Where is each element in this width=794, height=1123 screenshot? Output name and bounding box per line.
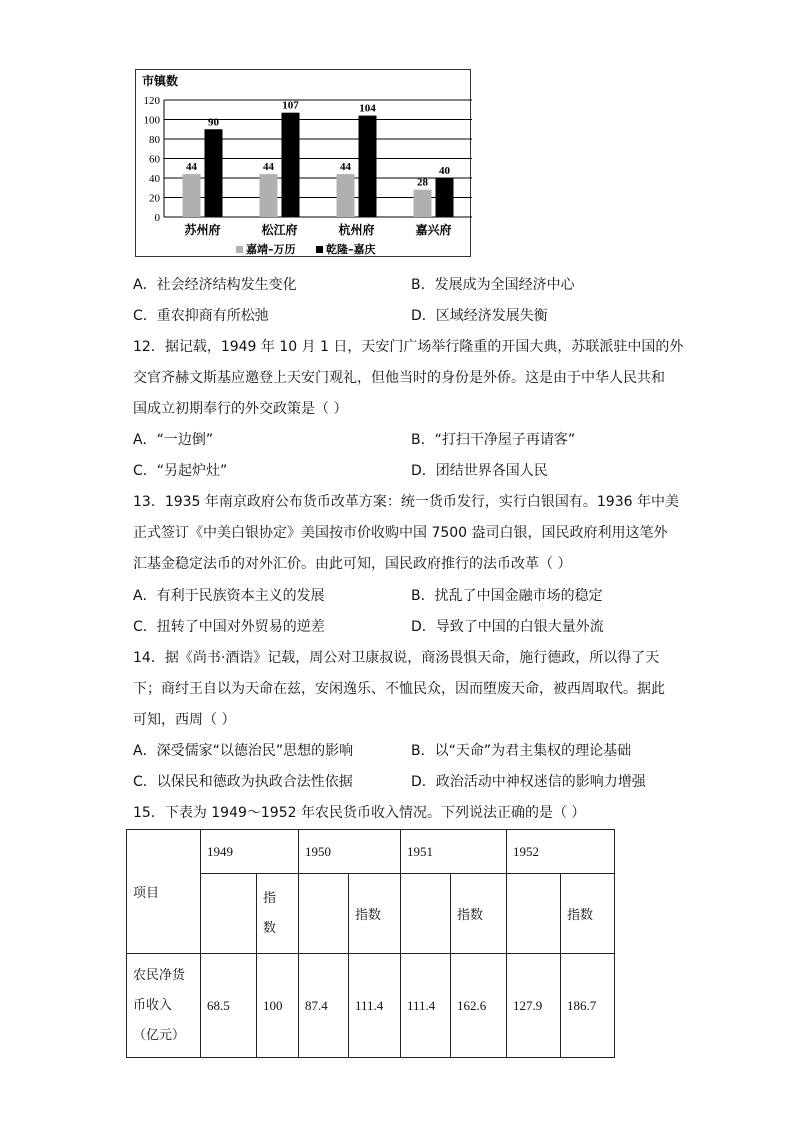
x-category-label: 杭州府 — [338, 223, 375, 237]
q13-option-b[interactable]: B．扰乱了中国金融市场的稳定 — [411, 588, 603, 604]
q12-option-a[interactable]: A．“一边倒” — [133, 432, 214, 448]
year-header-1950: 1950 — [299, 830, 401, 874]
bar-苏州府-乾隆–嘉庆 — [205, 129, 223, 217]
q13-stem-line-3: 汇基金稳定法币的对外汇价。由此可知，国民政府推行的法币改革（ ） — [133, 556, 572, 572]
q15-stem: 15．下表为 1949～1952 年农民货币收入情况。下列说法正确的是（ ） — [133, 805, 586, 821]
y-tick-label: 20 — [149, 192, 160, 205]
q11-option-c[interactable]: C．重农抑商有所松弛 — [133, 308, 269, 324]
q14-option-d[interactable]: D．政治活动中神权迷信的影响力增强 — [411, 774, 646, 790]
q14-option-b[interactable]: B．以“天命”为君主集权的理论基础 — [411, 743, 632, 759]
value-1950: 87.4 — [299, 954, 349, 1058]
q14-stem-line-2: 下；商纣王自以为天命在兹，安闲逸乐、不恤民众，因而堕废天命，被西周取代。据此 — [133, 681, 665, 697]
value-1949: 68.5 — [201, 954, 257, 1058]
q11-option-a[interactable]: A．社会经济结构发生变化 — [133, 277, 297, 293]
row-label-line: （亿元） — [133, 1027, 186, 1043]
bar-松江府-嘉靖–万历 — [260, 174, 278, 217]
q12-option-c[interactable]: C．“另起炉灶” — [133, 463, 228, 479]
index-header-1949: 指数 — [257, 874, 299, 954]
data-label: 104 — [359, 102, 376, 115]
y-tick-label: 100 — [143, 114, 160, 127]
y-tick-label: 80 — [149, 134, 160, 146]
y-tick-label: 60 — [149, 153, 160, 166]
q14-stem-line-3: 可知，西周（ ） — [133, 712, 236, 728]
bar-嘉兴府-嘉靖–万历 — [414, 190, 432, 217]
data-label: 107 — [282, 99, 299, 112]
year-header-1952: 1952 — [507, 830, 615, 874]
value-1951: 111.4 — [401, 954, 451, 1058]
bar-松江府-乾隆–嘉庆 — [282, 113, 300, 217]
bar-杭州府-乾隆–嘉庆 — [359, 116, 377, 217]
y-tick-label: 0 — [154, 212, 160, 224]
q11-option-b[interactable]: B．发展成为全国经济中心 — [411, 277, 575, 293]
data-label: 44 — [186, 161, 197, 174]
row-label-line: 币收入 — [133, 997, 173, 1013]
index-header-1952: 指数 — [561, 874, 615, 954]
value-header-1952 — [507, 874, 561, 954]
q13-option-a[interactable]: A．有利于民族资本主义的发展 — [133, 588, 325, 604]
q12-stem-line-2: 交官齐赫文斯基应邀登上天安门观礼，但他当时的身份是外侨。这是由于中华人民共和 — [133, 370, 665, 386]
y-tick-label: 40 — [149, 173, 160, 185]
bar-杭州府-嘉靖–万历 — [337, 174, 355, 217]
q12-stem-line-1: 12．据记载，1949 年 10 月 1 日，天安门广场举行隆重的开国大典，苏联派驻中国的外 — [133, 339, 684, 355]
x-category-label: 苏州府 — [184, 223, 221, 237]
index-1949: 100 — [257, 954, 299, 1058]
q12-stem-line-3: 国成立初期奉行的外交政策是（ ） — [133, 401, 348, 417]
index-header-1950: 指数 — [349, 874, 401, 954]
year-header-1949: 1949 — [201, 830, 299, 874]
q11-option-d[interactable]: D．区域经济发展失衡 — [411, 308, 548, 324]
data-label: 40 — [439, 165, 450, 177]
q14-option-c[interactable]: C．以保民和德政为执政合法性依据 — [133, 774, 353, 790]
value-header-1949 — [201, 874, 257, 954]
y-axis-label: 市镇数 — [142, 74, 179, 88]
bar-chart — [135, 69, 471, 257]
q12-option-b[interactable]: B．“打扫干净屋子再请客” — [411, 432, 576, 448]
index-1952: 186.7 — [561, 954, 615, 1058]
index-1950: 111.4 — [349, 954, 401, 1058]
q13-option-d[interactable]: D．导致了中国的白银大量外流 — [411, 619, 604, 635]
legend-swatch — [316, 246, 323, 253]
index-header-1951: 指数 — [451, 874, 507, 954]
row-label-line: 农民净货 — [133, 967, 186, 983]
data-label: 44 — [263, 161, 274, 174]
year-header-1951: 1951 — [401, 830, 507, 874]
q14-option-a[interactable]: A．深受儒家“以德治民”思想的影响 — [133, 743, 354, 759]
x-category-label: 嘉兴府 — [415, 223, 452, 237]
q12-option-d[interactable]: D．团结世界各国人民 — [411, 463, 548, 479]
bar-嘉兴府-乾隆–嘉庆 — [436, 178, 454, 217]
data-label: 28 — [417, 176, 428, 189]
value-1952: 127.9 — [507, 954, 561, 1058]
value-header-1951 — [401, 874, 451, 954]
q13-stem-line-1: 13．1935 年南京政府公布货币改革方案：统一货币发行，实行白银国有。1936 年中美 — [133, 494, 679, 510]
value-header-1950 — [299, 874, 349, 954]
row-label-income — [127, 954, 201, 1058]
legend-label: 嘉靖–万历 — [246, 243, 296, 256]
data-label: 44 — [340, 161, 351, 174]
x-category-label: 松江府 — [261, 223, 298, 237]
q14-stem-line-1: 14．据《尚书·酒诰》记载，周公对卫康叔说，商汤畏惧天命，施行德政，所以得了天 — [133, 650, 660, 666]
bar-苏州府-嘉靖–万历 — [183, 174, 201, 217]
q13-stem-line-2: 正式签订《中美白银协定》美国按市价收购中国 7500 盎司白银，国民政府利用这笔外 — [133, 525, 668, 541]
item-header-cell: 项目 — [127, 830, 201, 954]
legend-swatch — [236, 246, 243, 253]
income-table — [126, 829, 615, 1058]
y-tick-label: 120 — [143, 95, 160, 107]
index-1951: 162.6 — [451, 954, 507, 1058]
legend-label: 乾隆–嘉庆 — [326, 243, 376, 256]
q13-option-c[interactable]: C．扭转了中国对外贸易的逆差 — [133, 619, 325, 635]
chart-canvas — [136, 70, 472, 258]
data-label: 90 — [208, 116, 219, 129]
